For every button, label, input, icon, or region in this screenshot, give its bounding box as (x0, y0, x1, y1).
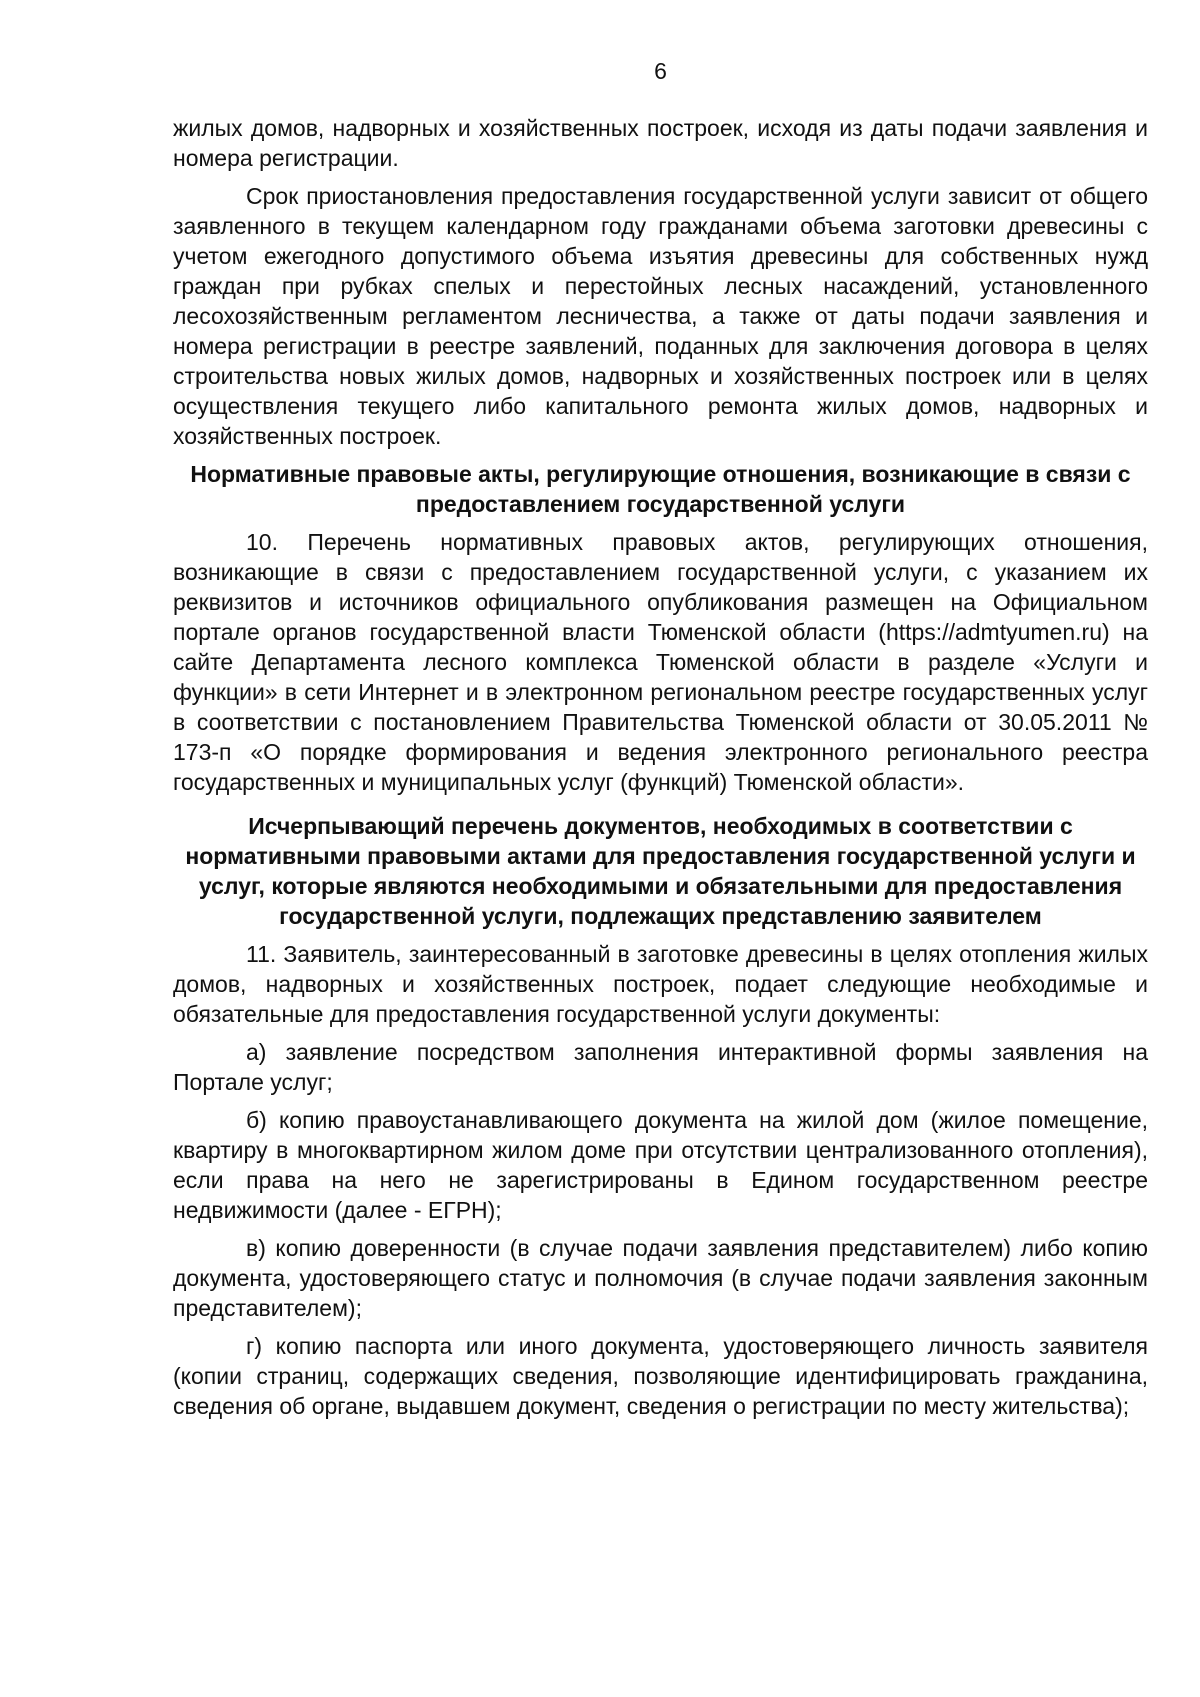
page-number: 6 (654, 58, 667, 84)
paragraph-subitem-g: г) копию паспорта или иного документа, удостоверяющего личность заявителя (копии страниц, содержащих сведения, позволяющие идентифицировать гражданина, сведения об органе, выдавшем документ, сведения о регистрации по месту жительства); (173, 1333, 1148, 1419)
paragraph-continuation: жилых домов, надворных и хозяйственных построек, исходя из даты подачи заявления и номера регистрации. (173, 115, 1148, 171)
paragraph-item-10: 10. Перечень нормативных правовых актов, регулирующих отношения, возникающие в связи с предоставлением государственной услуги, с указанием их реквизитов и источников официального опубликования размещен на Официальном портале органов государственной власти Тюменской области (https://admtyumen.ru) на сайте Департамента лесного комплекса Тюменской области в разделе «Услуги и функции» в сети Интернет и в электронном региональном реестре государственных услуг в соответствии с постановлением Правительства Тюменской области от 30.05.2011 № 173-п «О порядке формирования и ведения электронного регионального реестра государственных и муниципальных услуг (функций) Тюменской области». (173, 529, 1148, 795)
document-body (173, 113, 1148, 1421)
paragraph-subitem-a: а) заявление посредством заполнения интерактивной формы заявления на Портале услуг; (173, 1039, 1148, 1095)
section-heading-legal-acts: Нормативные правовые акты, регулирующие отношения, возникающие в связи с предоставлением государственной услуги (190, 461, 1131, 517)
paragraph-subitem-b: б) копию правоустанавливающего документа на жилой дом (жилое помещение, квартиру в многоквартирном жилом доме при отсутствии централизованного отопления), если права на него не зарегистрированы в Едином государственном реестре недвижимости (далее - ЕГРН); (173, 1107, 1148, 1223)
paragraph-suspension-term: Срок приостановления предоставления государственной услуги зависит от общего заявленного в текущем календарном году гражданами объема заготовки древесины с учетом ежегодного допустимого объема изъятия древесины для собственных нужд граждан при рубках спелых и перестойных лесных насаждений, установленного лесохозяйственным регламентом лесничества, а также от даты подачи заявления и номера регистрации в реестре заявлений, поданных для заключения договора в целях строительства новых жилых домов, надворных и хозяйственных построек или в целях осуществления текущего либо капитального ремонта жилых домов, надворных и хозяйственных построек. (173, 183, 1148, 449)
paragraph-subitem-v: в) копию доверенности (в случае подачи заявления представителем) либо копию документа, удостоверяющего статус и полномочия (в случае подачи заявления законным представителем); (173, 1235, 1148, 1321)
paragraph-item-11: 11. Заявитель, заинтересованный в заготовке древесины в целях отопления жилых домов, надворных и хозяйственных построек, подает следующие необходимые и обязательные для предоставления государственной услуги документы: (173, 941, 1148, 1027)
section-heading-documents-list: Исчерпывающий перечень документов, необходимых в соответствии с нормативными правовыми актами для предоставления государственной услуги и услуг, которые являются необходимыми и обязательными для предоставления государственной услуги, подлежащих представлению заявителем (185, 813, 1136, 929)
